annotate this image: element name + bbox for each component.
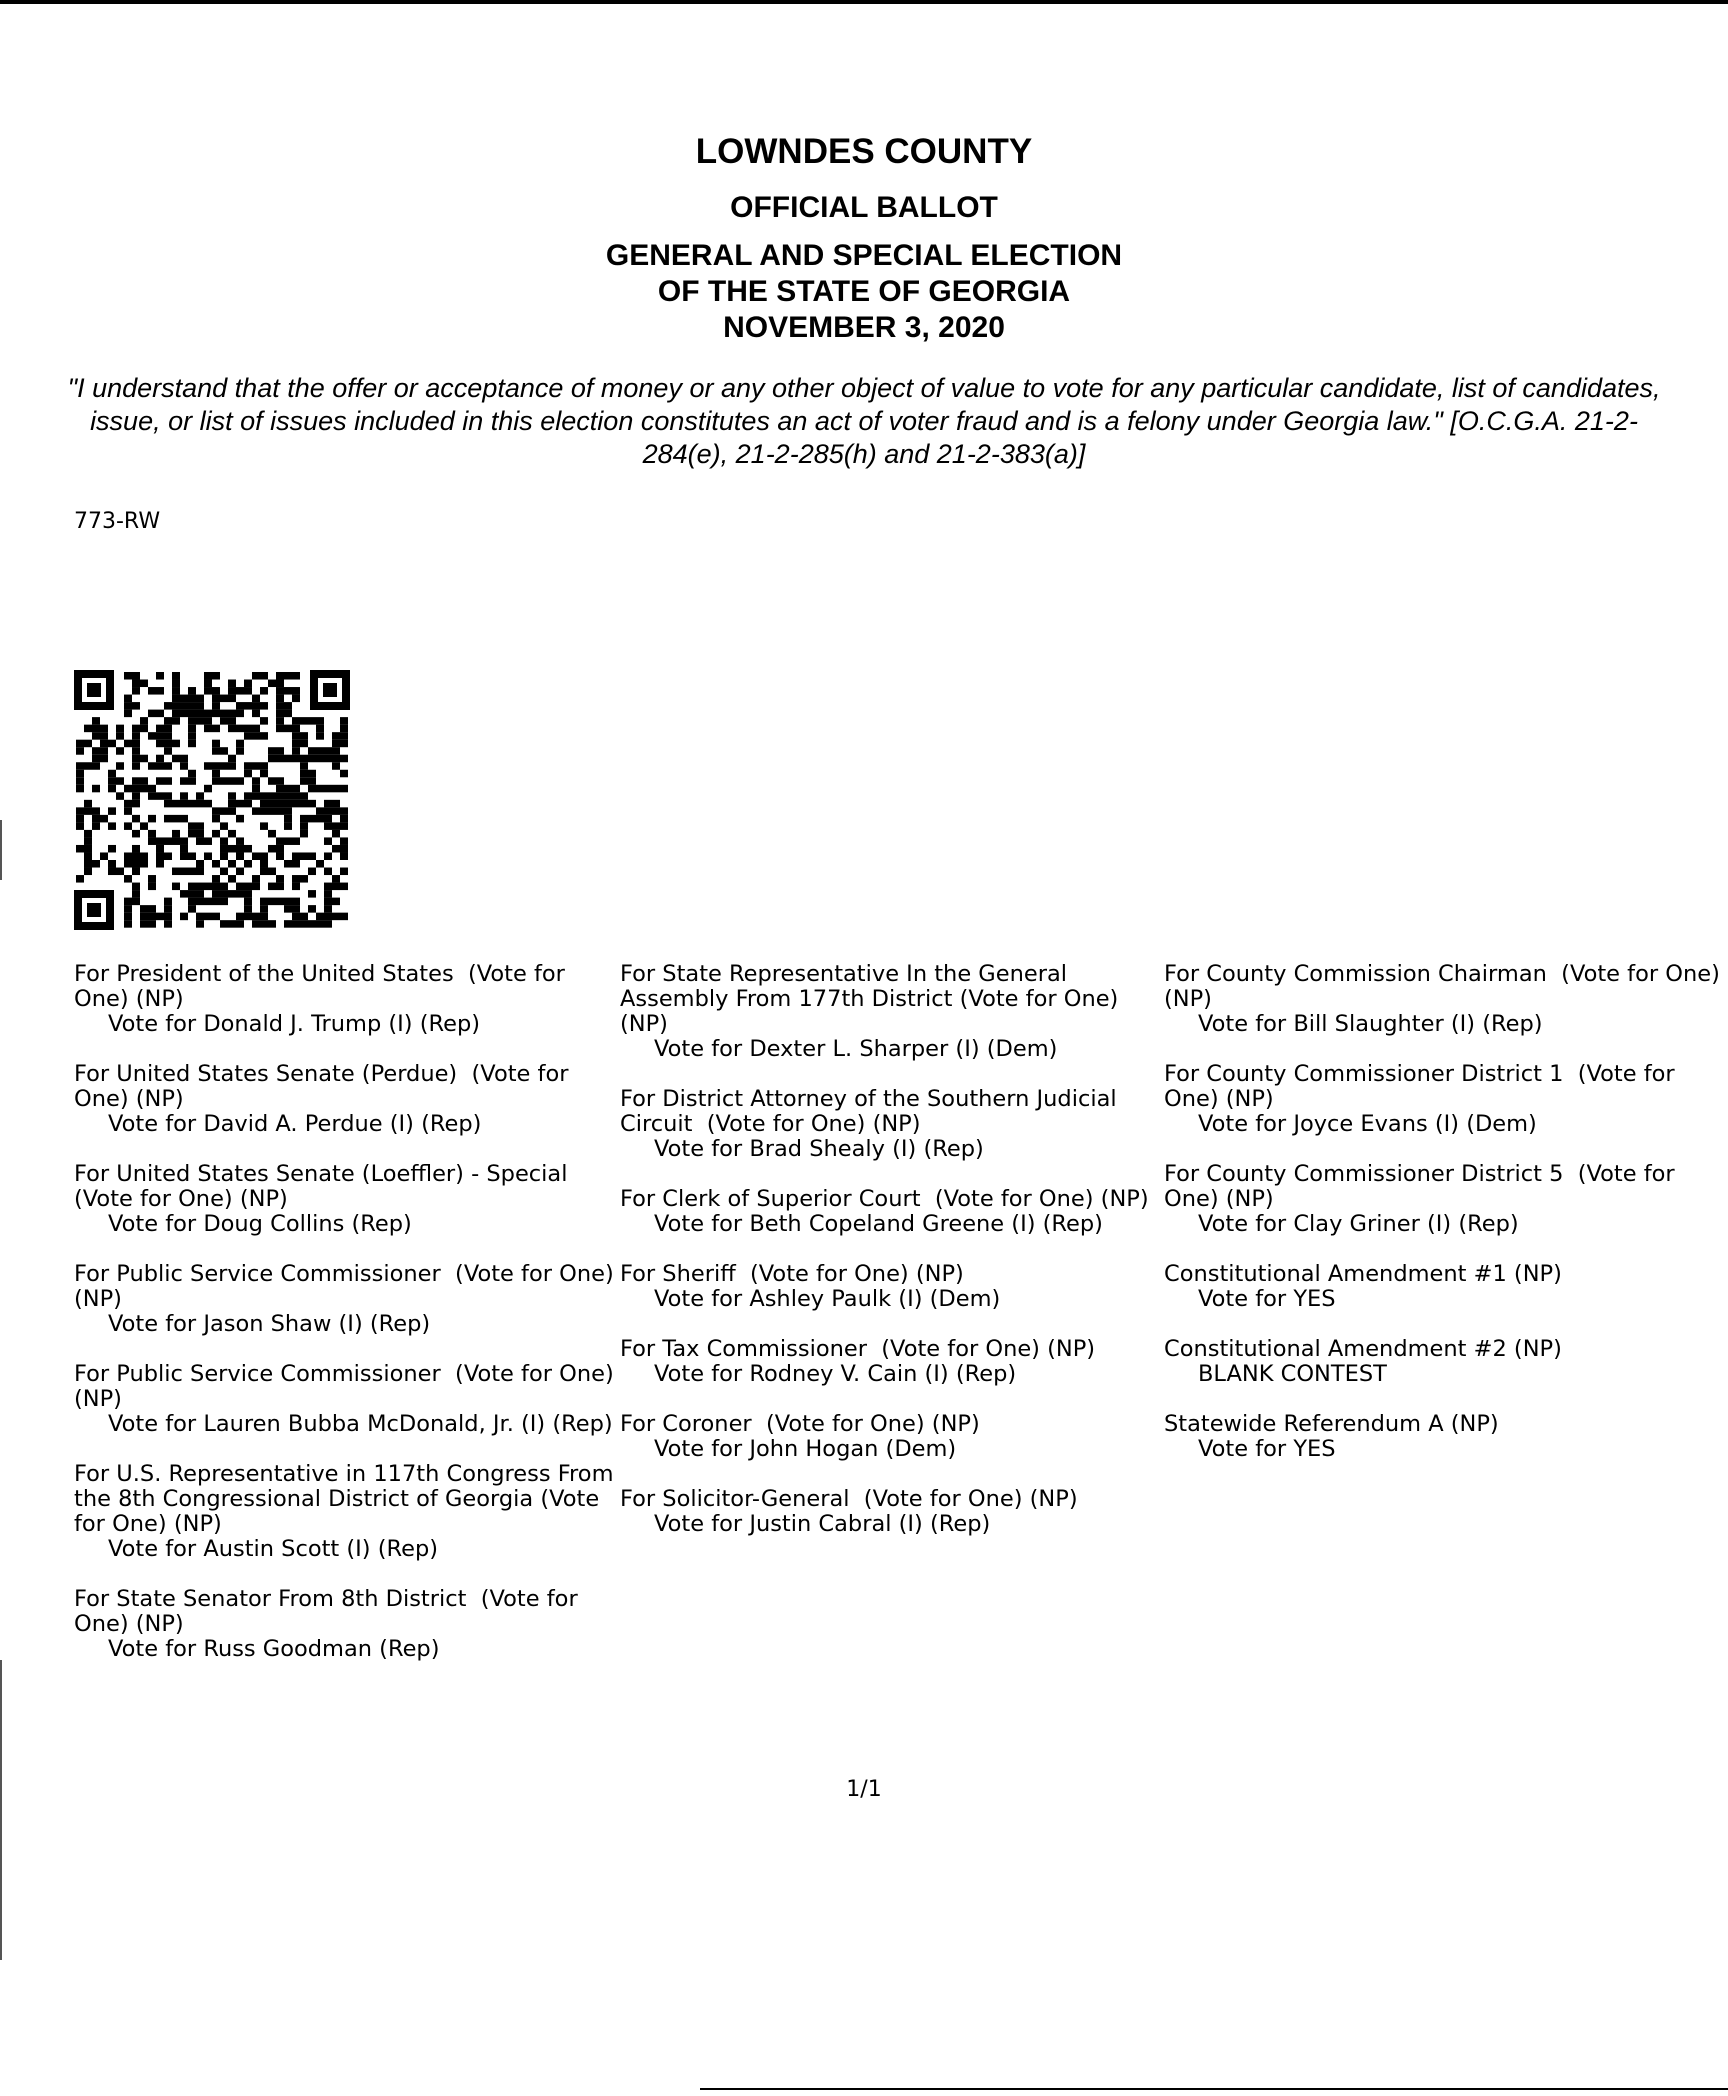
ballot-id: 773-RW [74,509,161,534]
contest-selection: Vote for YES [1198,1436,1336,1462]
election-title-line-1: GENERAL AND SPECIAL ELECTION [605,239,1123,272]
contest-block [74,1361,621,1437]
county-name: LOWNDES COUNTY [695,132,1033,171]
contest-block [74,1587,614,1662]
scan-edge-mark [0,820,2,880]
contest-block [1164,1262,1724,1312]
contest-selection: Vote for Clay Griner (I) (Rep) [1198,1211,1519,1237]
contest-title: For Public Service Commissioner (Vote for One) (NP) [74,1261,621,1312]
contest-selection: Vote for Jason Shaw (I) (Rep) [108,1311,431,1337]
contest-block [620,1337,1165,1387]
contest-selection: Vote for Beth Copeland Greene (I) (Rep) [654,1211,1103,1237]
contest-selection: Vote for Ashley Paulk (I) (Dem) [654,1286,1001,1312]
ballot-type: OFFICIAL BALLOT [730,191,998,224]
contest-title: For State Representative In the General Assembly From 177th District (Vote for One) (NP) [620,961,1126,1037]
page-number: 1/1 [846,1777,882,1802]
contest-selection: Vote for Doug Collins (Rep) [108,1211,412,1237]
contest-column-3 [1164,961,1728,1487]
contest-block [1164,1162,1724,1237]
contest-block [620,1487,1165,1537]
bottom-border-rule [700,2088,1728,2090]
contest-title: For Solicitor-General (Vote for One) (NP) [620,1486,1078,1512]
contest-column-1 [74,961,621,1687]
contest-selection: BLANK CONTEST [1198,1361,1387,1387]
election-title-line-2: OF THE STATE OF GEORGIA [657,275,1071,308]
contest-block [1164,1337,1724,1387]
contest-selection: Vote for Brad Shealy (I) (Rep) [654,1136,984,1162]
contest-block [74,1261,621,1337]
contest-title: Statewide Referendum A (NP) [1164,1411,1499,1437]
contest-selection: Vote for Russ Goodman (Rep) [108,1636,440,1662]
qr-code [74,670,350,930]
contest-title: For Tax Commissioner (Vote for One) (NP) [620,1336,1096,1362]
contest-selection: Vote for Austin Scott (I) (Rep) [108,1536,439,1562]
contest-title: For President of the United States (Vote for One) (NP) [74,961,573,1012]
voter-fraud-notice: "I understand that the offer or acceptance of money or any other object of value to vote for any particular candidate, list of candidates, issue, or list of issues included in this election constitutes an act of voter fraud and is a felony under Georgia law." [O.C.G.A. 21-2-284(e), 21-2-285(h) and 21-2-383(a)] [67,373,1661,469]
contest-block [1164,1412,1724,1462]
contest-block [74,1461,621,1562]
contest-title: For Coroner (Vote for One) (NP) [620,1411,980,1437]
contest-block [74,962,614,1037]
contest-block [620,1187,1165,1237]
contest-title: For Public Service Commissioner (Vote for One) (NP) [74,1361,621,1412]
ballot-header [0,128,1728,346]
contest-selection: Vote for David A. Perdue (I) (Rep) [108,1111,482,1137]
contest-selection: Vote for Dexter L. Sharper (I) (Dem) [654,1036,1058,1062]
contest-block [620,1262,1165,1312]
contest-selection: Vote for Donald J. Trump (I) (Rep) [108,1011,481,1037]
contest-title: For United States Senate (Perdue) (Vote for One) (NP) [74,1061,576,1112]
contest-block [74,1162,614,1237]
contest-selection: Vote for Justin Cabral (I) (Rep) [654,1511,991,1537]
contest-selection: Vote for YES [1198,1286,1336,1312]
contest-block [620,1412,1165,1462]
top-border-rule [0,0,1728,4]
contest-block [74,1062,614,1137]
contest-title: Constitutional Amendment #1 (NP) [1164,1261,1562,1287]
contest-selection: Vote for Joyce Evans (I) (Dem) [1198,1111,1537,1137]
contest-title: Constitutional Amendment #2 (NP) [1164,1336,1562,1362]
contest-block [1164,1062,1724,1137]
contest-column-2 [620,962,1165,1562]
contest-selection: Vote for Rodney V. Cain (I) (Rep) [654,1361,1017,1387]
contest-title: For State Senator From 8th District (Vote for One) (NP) [74,1586,585,1637]
contest-title: For District Attorney of the Southern Judicial Circuit (Vote for One) (NP) [620,1086,1124,1137]
scan-edge-mark [0,1660,2,1960]
contest-title: For County Commissioner District 1 (Vote for One) (NP) [1164,1061,1682,1112]
contest-title: For U.S. Representative in 117th Congress From the 8th Congressional District of Georgia (Vote for One) (NP) [74,1461,621,1537]
contest-title: For County Commission Chairman (Vote for One) (NP) [1164,961,1728,1012]
contest-title: For Sheriff (Vote for One) (NP) [620,1261,964,1287]
contest-block [620,1087,1165,1162]
contest-selection: Vote for Bill Slaughter (I) (Rep) [1198,1011,1543,1037]
election-date: NOVEMBER 3, 2020 [723,311,1005,344]
contest-title: For Clerk of Superior Court (Vote for One) (NP) [620,1186,1149,1212]
contest-block [620,962,1165,1062]
contest-title: For United States Senate (Loeffler) - Special (Vote for One) (NP) [74,1161,582,1212]
contest-block [1164,961,1728,1037]
contest-selection: Vote for John Hogan (Dem) [654,1436,957,1462]
contest-title: For County Commissioner District 5 (Vote for One) (NP) [1164,1161,1682,1212]
contest-selection: Vote for Lauren Bubba McDonald, Jr. (I) (Rep) [108,1411,613,1437]
